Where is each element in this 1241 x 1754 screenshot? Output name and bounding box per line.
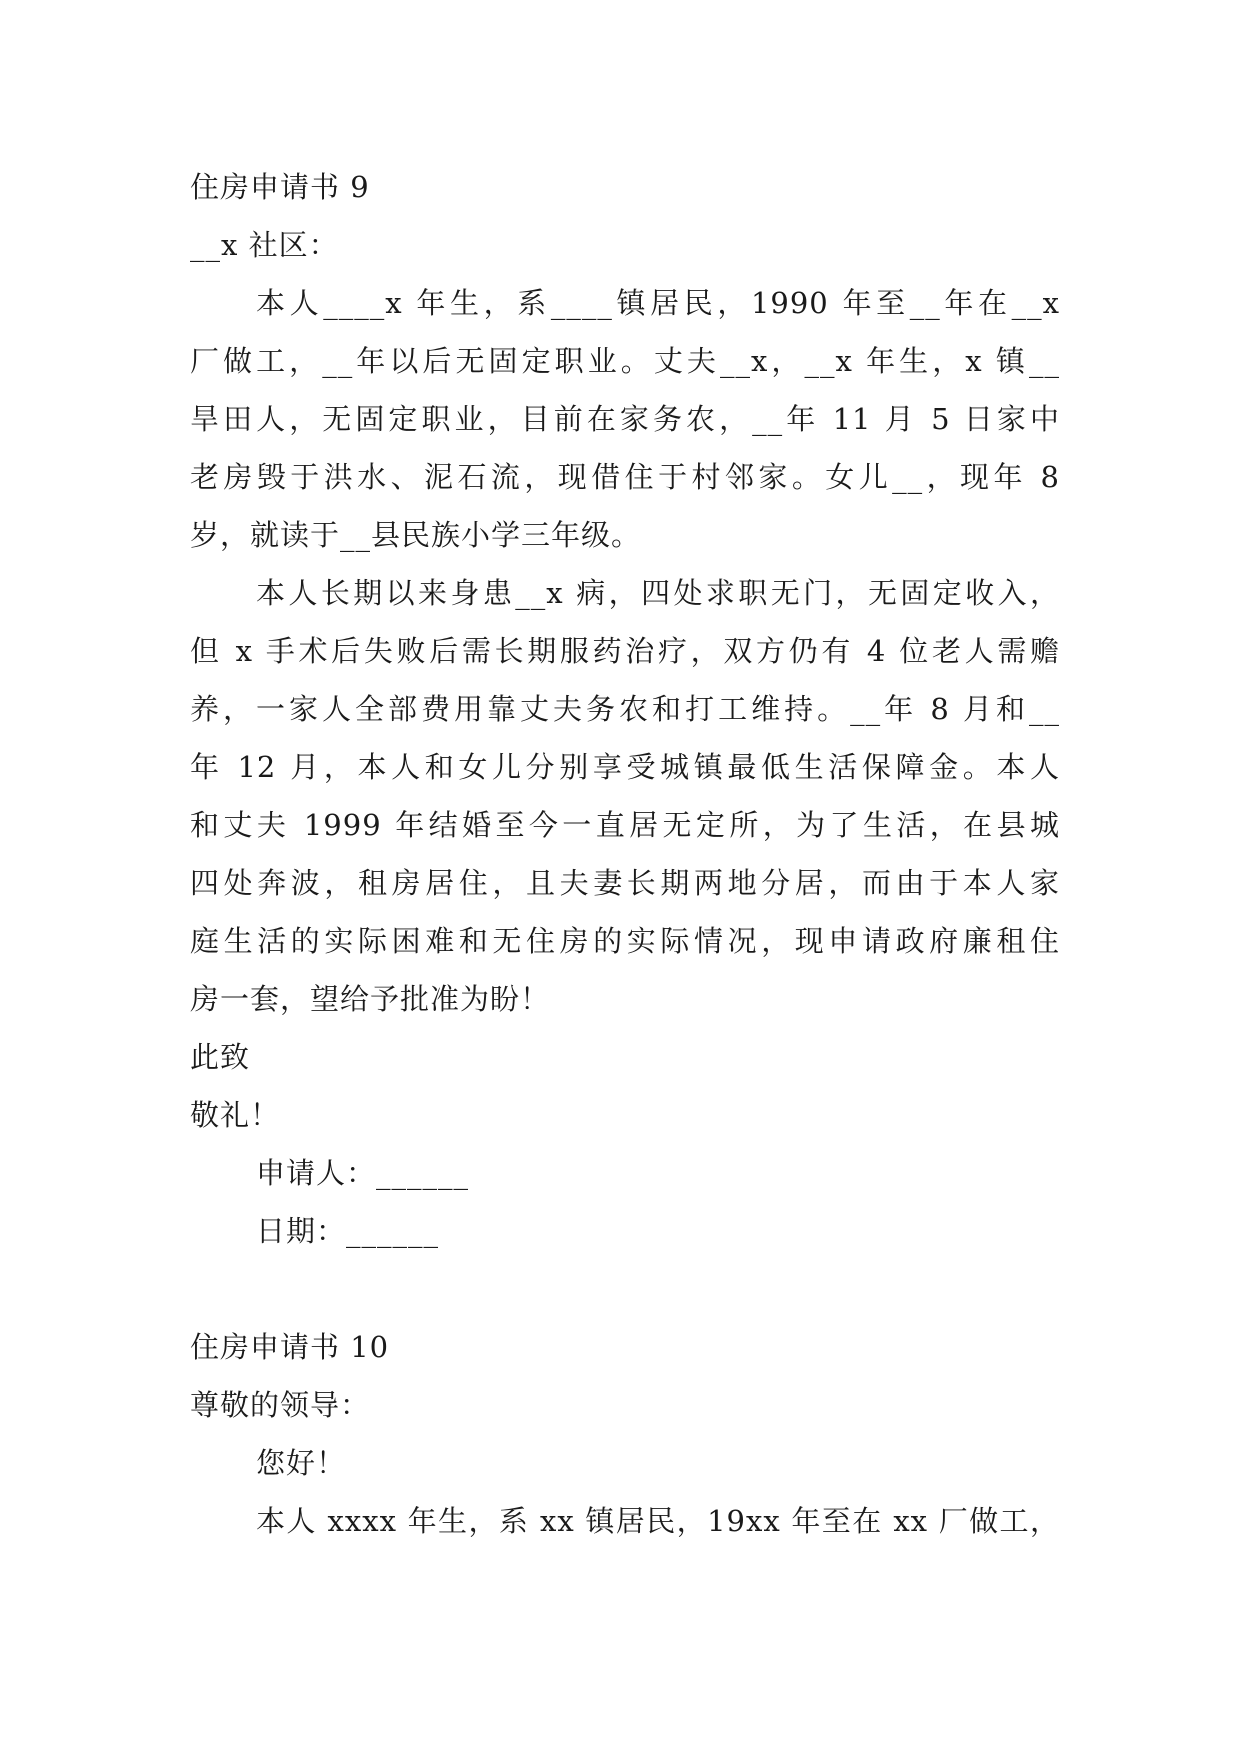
paragraph-line: 但 x 手术后失败后需长期服药治疗，双方仍有 4 位老人需赡 xyxy=(190,634,1060,668)
paragraph-line: 本人____x 年生，系____镇居民，1990 年至__年在__x xyxy=(256,286,1060,320)
section10-title: 住房申请书 10 xyxy=(190,1330,390,1364)
paragraph-line: 岁，就读于__县民族小学三年级。 xyxy=(190,518,642,552)
paragraph-line: 四处奔波，租房居住，且夫妻长期两地分居，而由于本人家 xyxy=(190,866,1060,900)
paragraph-line: 和丈夫 1999 年结婚至今一直居无定所，为了生活，在县城 xyxy=(190,808,1060,842)
section9-title: 住房申请书 9 xyxy=(190,170,370,204)
section9-salutation: __x 社区： xyxy=(190,228,339,262)
closing-line-1: 此致 xyxy=(190,1040,251,1074)
closing-line-2: 敬礼！ xyxy=(190,1098,281,1132)
paragraph-line: 本人 xxxx 年生，系 xx 镇居民，19xx 年至在 xx 厂做工， xyxy=(256,1504,1060,1538)
paragraph-line: 老房毁于洪水、泥石流，现借住于村邻家。女儿__，现年 8 xyxy=(190,460,1060,494)
document-page xyxy=(190,158,1060,1550)
paragraph-line: 旱田人，无固定职业，目前在家务农，__年 11 月 5 日家中 xyxy=(190,402,1060,436)
paragraph-line: 养，一家人全部费用靠丈夫务农和打工维持。__年 8 月和__ xyxy=(190,692,1060,726)
section-gap xyxy=(190,1260,1060,1318)
paragraph-line: 房一套，望给予批准为盼！ xyxy=(190,982,551,1016)
section9-paragraph-1 xyxy=(190,274,1060,564)
applicant-signature: 申请人：______ xyxy=(256,1156,470,1190)
section10-greeting: 您好！ xyxy=(256,1446,347,1480)
application-date: 日期：______ xyxy=(256,1214,440,1248)
paragraph-line: 本人长期以来身患__x 病，四处求职无门，无固定收入， xyxy=(256,576,1060,610)
paragraph-line: 年 12 月，本人和女儿分别享受城镇最低生活保障金。本人 xyxy=(190,750,1060,784)
section9-paragraph-2 xyxy=(190,564,1060,1028)
paragraph-line: 厂做工，__年以后无固定职业。丈夫__x，__x 年生，x 镇__ xyxy=(190,344,1060,378)
section10-salutation: 尊敬的领导： xyxy=(190,1388,371,1422)
paragraph-line: 庭生活的实际困难和无住房的实际情况，现申请政府廉租住 xyxy=(190,924,1060,958)
